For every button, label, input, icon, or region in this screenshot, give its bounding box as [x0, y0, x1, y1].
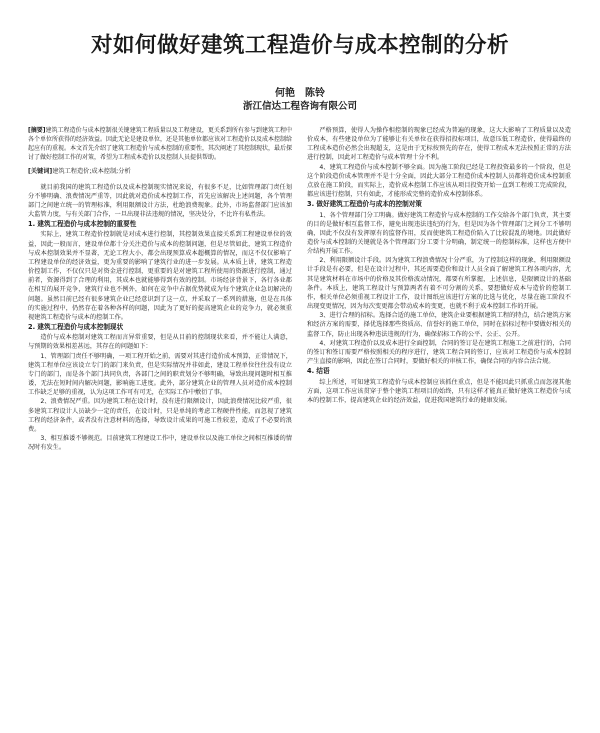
body-paragraph: 3、进行合理的招标。选择合适的施工单位，建筑企业要根据建筑工程的特点，结合建筑方案和经济方案的需要，择优选择那些资质高、信誉好的施工单位，同时在招标过程中要做好相关的监督工作，防止出现各种违法违规的行为，确保招标工作的公平、公正、公开。 [307, 312, 571, 338]
body-paragraph: 1、管理部门责任不够明确，一项工程开始之前，需要对其进行造价成本预算，正常情况下，建筑工程单位应该设立专门的部门来负责，但是实际情况并非如此，建设工程单位往往没有设立专门的部门，而是各个部门共同负责，各部门之间的职责划分不够明确，导致出现问题时相互推诿，无法在短时间内解决问题，影响施工进度。此外，部分建筑企业的管理人员对造价成本控制工作缺乏足够的重视，认为这项工作可有可无，在实际工作中敷衍了事。 [28, 352, 292, 397]
left-body [28, 183, 292, 453]
paper-title: 对如何做好建筑工程造价与成本控制的分析 [90, 33, 509, 58]
body-paragraph: 4、建筑工程造价与成本控制不够全面。因为施工阶段已经是工程投资最多的一个阶段，但是这个阶段造价成本管理并不是十分全面，因此大部分工程造价成本控制人员都将造价成本控制重点放在施工阶段，而实际上，造价成本控制工作应该从项目投资开始一直到工程竣工完成阶段，都应该进行控制，只有如此，才能形成完整的造价成本控制体系。 [307, 163, 571, 199]
abstract [28, 126, 292, 162]
body-paragraph: 综上所述，可知建筑工程造价与成本控制应该抓住重点，但是不能因此只抓重点而忽视其他方面，这项工作应该贯穿于整个建筑工程项目的始终，只有这样才能真正做好建筑工程造价与成本的控制工作，提高建筑企业的经济效益，促进我国建筑行业的健康发展。 [307, 378, 571, 404]
section-heading: 2. 建筑工程造价与成本控制现状 [28, 323, 124, 332]
left-column [28, 126, 292, 726]
body-paragraph: 2、浪费情况严重。因为建筑工程在设计时，没有进行限额设计，因此浪费情况比较严重，很多建筑工程设计人员缺少一定的责任，在设计时，只是单纯的考虑工程硬件性能，而忽视了建筑工程的经济条件，或者没有注意材料的选择，导致设计成果的可施工性较差，造成了不必要的浪费。 [28, 398, 292, 433]
keywords-label: [关键词] [28, 168, 53, 176]
body-paragraph: 3、相互推诿不够规范。目前建筑工程建设工作中，建设单位以及施工单位之间相互推诿的情况时有发生。 [28, 435, 292, 452]
body-paragraph: 实际上，建筑工程造价控制就是对成本进行控制，其控制效果直接关系到工程建设单位的效益，因此一般而言，建设单位都十分关注造价与成本的控制问题，但是尽管如此，建筑工程造价与成本控制效果并不显著，无论工程大小，都会出现预算成本超概算的情况，而这不仅仅影响了工程建设单位的经济效益，更为重要的影响了建筑行业的进一步发展。从本质上讲，建筑工程造价控制工作，不仅仅只是对资金进行控制，更重要的是对建筑工程所使用的资源进行控制，通过前者，资源得到了合理的利用，其成本也就能够得到有效的控制。市场经济背景下，各行各业都在相互的展开竞争，建筑行业也不例外，如何在竞争中占据优势就成为每个建筑企业急切解决的问题。虽然目前已经有很多建筑企业已经意识到了这一点，并采取了一系列的措施，但是在具体的实施过程中，仍然存在着各种各样的问题，因此为了更好的提高建筑企业的竞争力，就必须重视建筑工程造价与成本的控制工作。 [28, 231, 292, 321]
keywords-text: 建筑工程造价;成本控制;分析 [52, 168, 131, 176]
body-paragraph: 严格预算，使得人为操作相控制的现象已经成为普遍的现象，这大大影响了工程质量以及造价成本，有些建设单位为了能够让有关单位在获得招投标项目，故意压低工程造价，使得最终的工程成本造价必然会出现超支，这是由于无标按预先的存在，使得工程成本无法按照正常的方法进行控制，因此对工程造价与成本管理十分不利。 [307, 127, 571, 162]
body-paragraph: 1、各个管理部门分工明确。做好建筑工程造价与成本控制的工作交给各个部门负责，其主要的目的是做好相互监督工作，避免出现违法违纪的行为，但是因为各个管理部门之间分工不够明确，因此不仅没有发挥原有的监督作用，反而使建筑工程造价陷入了比较混乱的境地。因此做好造价与成本控制的关键就是各个管理部门分工要十分明确，制定统一的控制标准，这样也方便中介结构开展工作。 [307, 211, 571, 256]
affiliation: 浙江信达工程咨询有限公司 [242, 101, 357, 112]
body-paragraph: 2、利用限额设计手段。因为建筑工程浪费情况十分严重，为了控制这样的现象，利用限额设计手段是有必要，但是在设计过程中，其还需要造价和设计人员全面了解建筑工程各项内容，尤其是建筑材料在市场中的价格及其价格波动情况，都要有所掌握，上述信息，是限额设计的基础条件。本质上，建筑工程设计与预算两者有着不可分割的关系，要想做好成本与造价的控制工作，相关单位必须重视工程设计工作，设计图纸应该进行方案的比选与优化，尽量在施工阶段不出现变更情况，因为每次变更都会带动成本的变更，也就不利于成本控制工作的开展。 [307, 257, 571, 311]
section-heading: 3. 做好建筑工程造价与成本的控制对策 [307, 200, 422, 209]
body-paragraph: 4、对建筑工程造价以及成本进行全面控制，合同的签订是在建筑工程施工之前进行的，合同的签订和签订需要严格按照相关的程序进行，建筑工程合同的签订，应该对工程造价与成本控制产生直接的影响，因此在签订合同时，要做好相关的审核工作，确保合同的内容合法合规。 [307, 339, 571, 366]
authors: 何艳 陈铃 [275, 88, 325, 99]
abstract-label: [摘要] [28, 127, 46, 134]
body-paragraph: 就目前我国的建筑工程造价以及成本控制现实情况来说，有很多不足，比如管理部门责任划分不够明确、浪费情况严重等，因此就对造价成本控制工作，首先应该解决上述问题，各个管理部门之间建立统一的管理标准，利用限额设计方法，杜绝浪费现象。此外，市场监督部门应该加大监管力度，与有关部门合作，一旦出现非法违规的情况，坚决处分，不比许有私性法。 [28, 183, 292, 218]
keywords [28, 167, 292, 176]
body-paragraph: 造价与成本控制对建筑工程而言异常重要，但是从目前的控制现状来看，并不能让人满意，与预期的效果相差甚远，其存在的问题如下： [28, 334, 292, 351]
right-column [307, 126, 571, 726]
section-heading: 4. 结语 [307, 367, 330, 376]
abstract-text: 建筑工程造价与成本控制很关键建筑工程质量以及工程建设，更关系到所有参与到建筑工程中各个单位所获得的经济效益。因此无论是建设单位，还是其他单位都应该对工程造价以及成本控制给起应有的重视。本文首先介绍了建筑工程造价与成本控制的重要性，其次阐述了其控制现状，最后探讨了做好控制工作的对策，希望为工程成本造价以及控制人员提供帮助。 [28, 127, 292, 162]
section-heading: 1. 建筑工程造价与成本控制的重要性 [28, 220, 137, 229]
right-body [307, 126, 571, 405]
